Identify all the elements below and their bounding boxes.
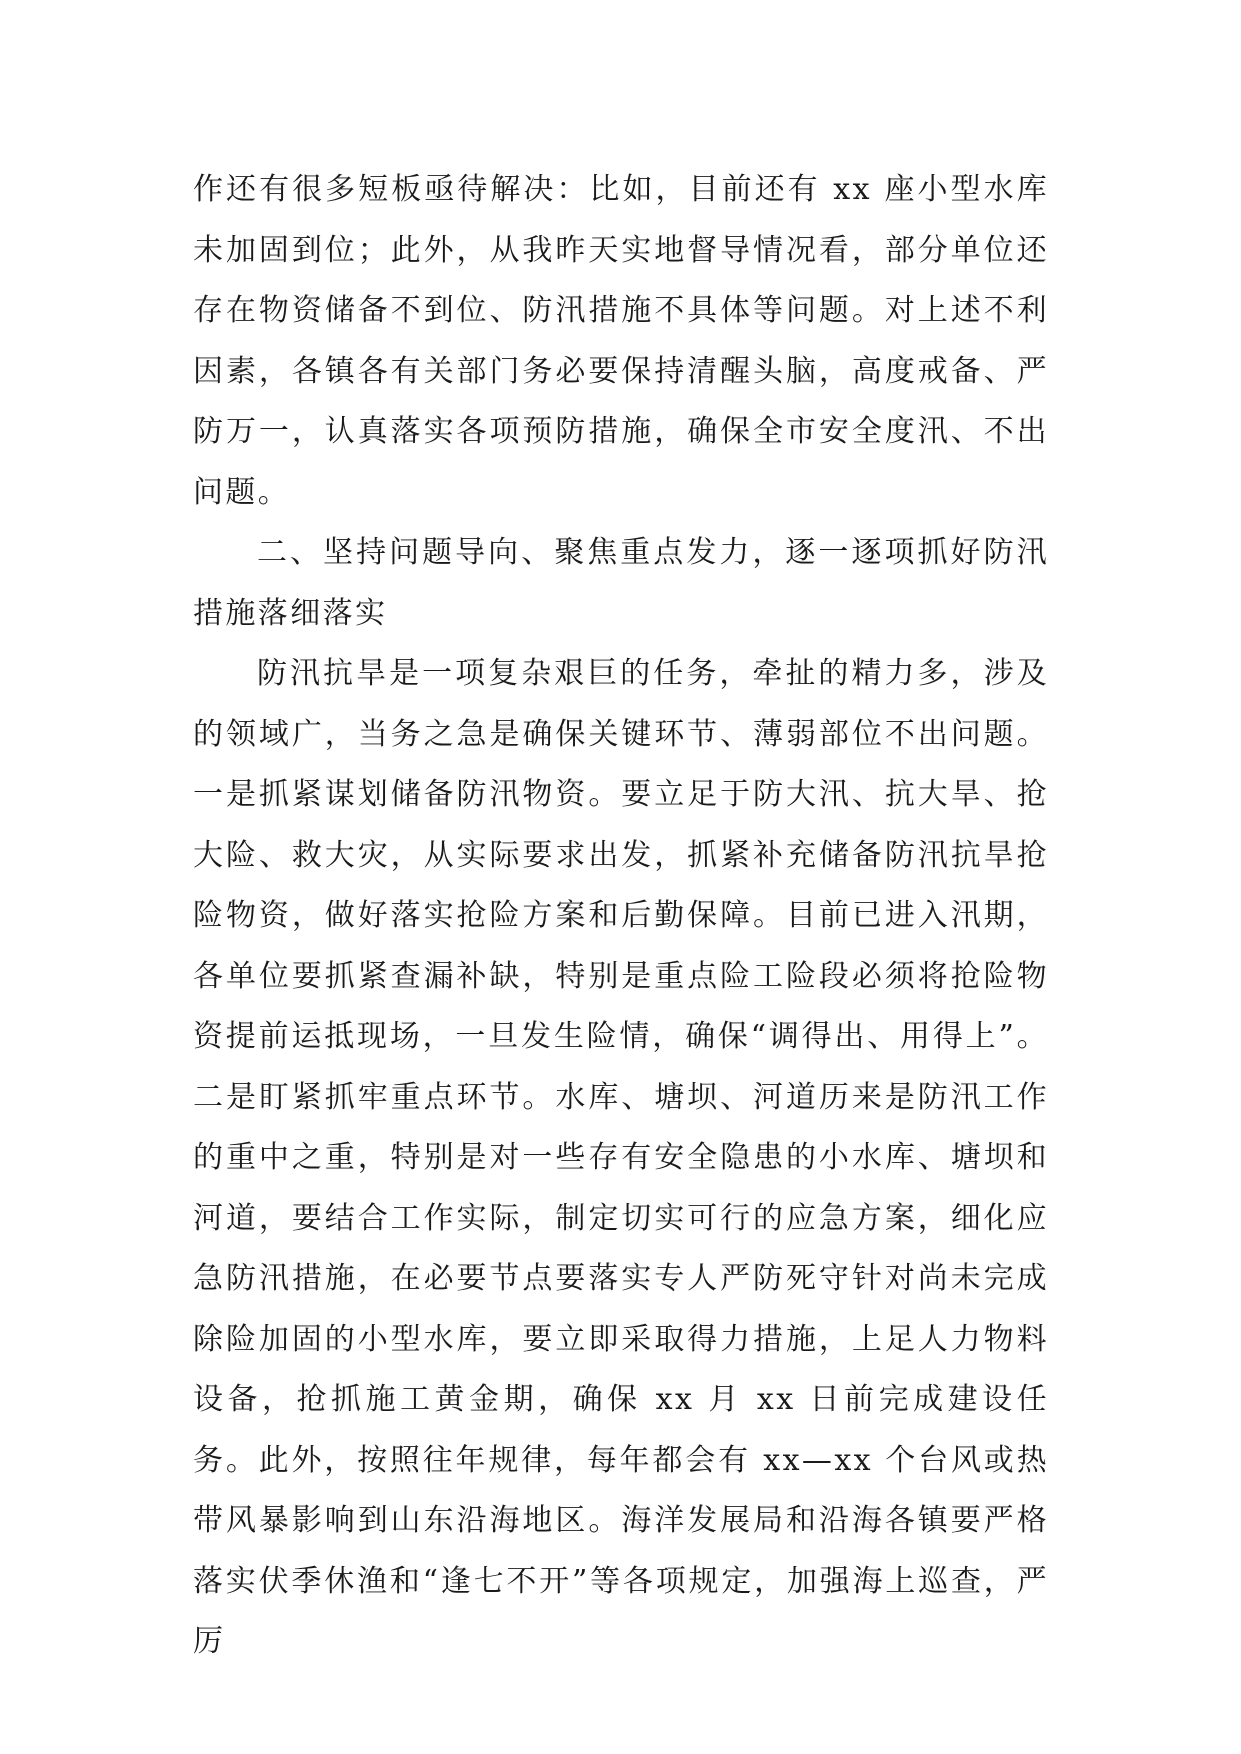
body-paragraph: 防汛抗旱是一项复杂艰巨的任务，牵扯的精力多，涉及的领域广，当务之急是确保关键环节、薄弱部位不出问题。一是抓紧谋划储备防汛物资。要立足于防大汛、抗大旱、抢大险、救大灾，从实际要求出发，抓紧补充储备防汛抗旱抢险物资，做好落实抢险方案和后勤保障。目前已进入汛期，各单位要抓紧查漏补缺，特别是重点险工险段必须将抢险物资提前运抵现场，一旦发生险情，确保“调得出、用得上”。二是盯紧抓牢重点环节。水库、塘坝、河道历来是防汛工作的重中之重，特别是对一些存有安全隐患的小水库、塘坝和河道，要结合工作实际，制定切实可行的应急方案，细化应急防汛措施，在必要节点要落实专人严防死守针对尚未完成除险加固的小型水库，要立即采取得力措施，上足人力物料设备，抢抓施工黄金期，确保 xx 月 xx 日前完成建设任务。此外，按照往年规律，每年都会有 xx—xx 个台风或热带风暴影响到山东沿海地区。海洋发展局和沿海各镇要严格落实伏季休渔和“逢七不开”等各项规定，加强海上巡查，严厉 <box>193 656 1049 1659</box>
body-paragraph: 作还有很多短板亟待解决：比如，目前还有 xx 座小型水库未加固到位；此外，从我昨天实地督导情况看，部分单位还存在物资储备不到位、防汛措施不具体等问题。对上述不利因素，各镇各有关部门务必要保持清醒头脑，高度戒备、严防万一，认真落实各项预防措施，确保全市安全度汛、不出问题。 <box>193 172 1049 510</box>
document-body <box>193 160 1049 1673</box>
section-heading: 二、坚持问题导向、聚焦重点发力，逐一逐项抓好防汛措施落细落实 <box>193 535 1049 631</box>
